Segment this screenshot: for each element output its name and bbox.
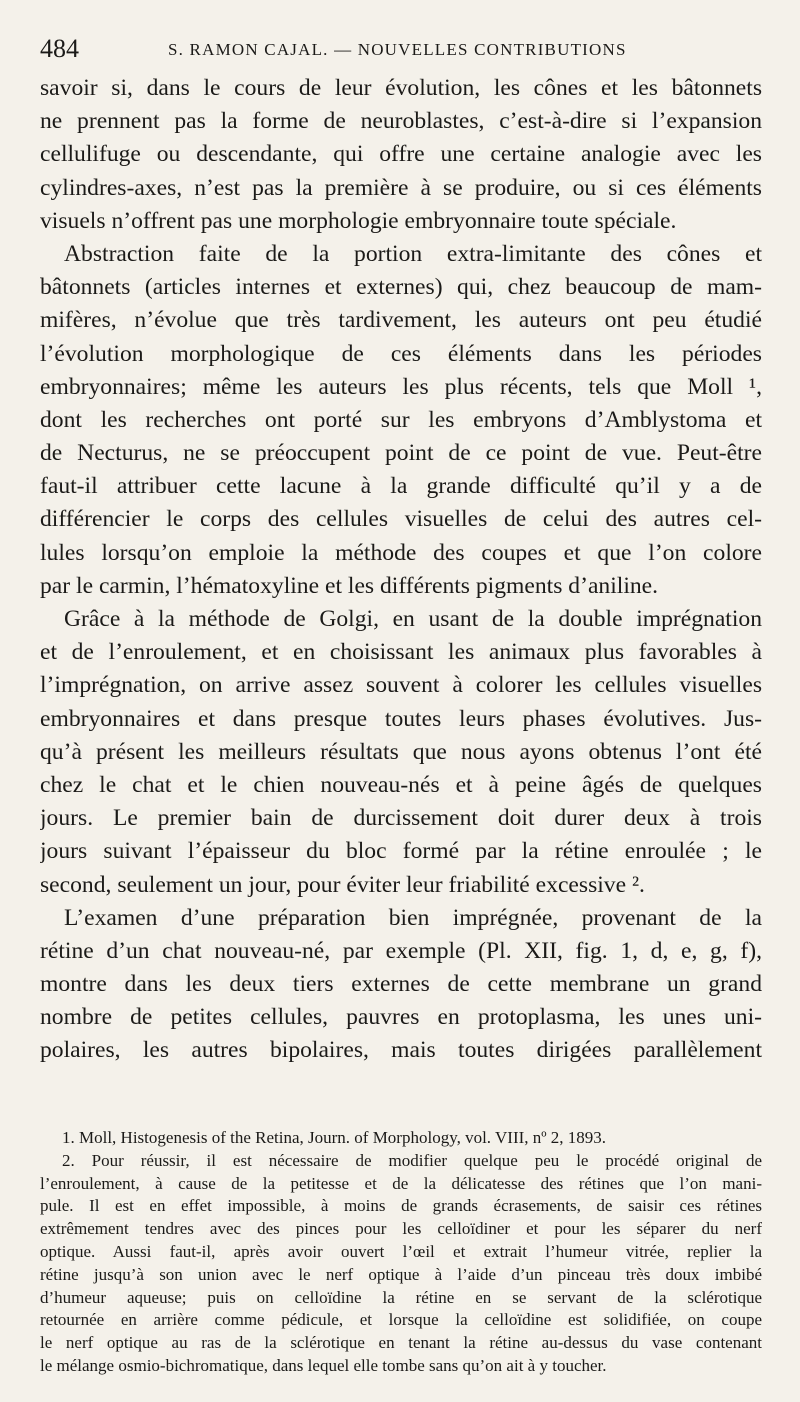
body-line: et de l’enroulement, et en choisissant les animaux plus favorables à [40,639,762,666]
footnotes [40,1127,762,1378]
body-line: bâtonnets (articles internes et externes) qui, chez beaucoup de mam- [40,274,762,301]
body-line: nombre de petites cellules, pauvres en protoplasma, les unes uni- [40,1004,762,1031]
paragraph-start-line: L’examen d’une préparation bien imprégnée, provenant de la [64,904,762,931]
body-line: différencier le corps des cellules visuelles de celui des autres cel- [40,506,762,533]
page-number: 484 [40,34,79,63]
footnote-line: le mélange osmio-bichromatique, dans lequel elle tombe sans qu’on ait à y toucher. [40,1355,607,1375]
paragraph-start-line: Abstraction faite de la portion extra-limitante des cônes et [64,240,762,267]
body-line: l’imprégnation, on arrive assez souvent à colorer les cellules visuelles [40,672,762,699]
page-header [40,30,762,70]
body-line: montre dans les deux tiers externes de cette membrane un grand [40,971,762,998]
body-line: rétine d’un chat nouveau-né, par exemple (Pl. XII, fig. 1, d, e, g, f), [40,937,762,964]
body-line: jours. Le premier bain de durcissement doit durer deux à trois [40,805,762,832]
body-line: cylindres-axes, n’est pas la première à se produire, ou si ces éléments [40,174,762,201]
footnote-line: retournée en arrière comme pédicule, et lorsque la celloïdine est solidifiée, on coupe [40,1310,762,1330]
body-line: cellulifuge ou descendante, qui offre une certaine analogie avec les [40,141,762,168]
footnote-1: 1. Moll, Histogenesis of the Retina, Journ. of Morphology, vol. VIII, nº 2, 1893. [62,1128,607,1147]
footnote-line: extrêmement tendres avec des pinces pour les celloïdiner et pour les séparer du nerf [40,1219,762,1239]
body-line: ne prennent pas la forme de neuroblastes, c’est-à-dire si l’expansion [40,108,762,135]
body-line: dont les recherches ont porté sur les embryons d’Amblystoma et [40,406,762,433]
body-line: mifères, n’évolue que très tardivement, les auteurs ont peu étudié [40,307,762,334]
body-line: polaires, les autres bipolaires, mais toutes dirigées parallèlement [40,1037,762,1064]
body-line: qu’à présent les meilleurs résultats que nous ayons obtenus l’ont été [40,738,762,765]
body-line: embryonnaires; même les auteurs les plus récents, tels que Moll ¹, [40,373,762,400]
body-line: jours suivant l’épaisseur du bloc formé par la rétine enroulée ; le [40,838,762,865]
body-line: visuels n’offrent pas une morphologie embryonnaire toute spéciale. [40,207,677,234]
footnote-line: l’enroulement, à cause de la petitesse et de la délicatesse des rétines que l’on mani- [40,1173,762,1193]
body-line: faut-il attribuer cette lacune à la grande difficulté qu’il y a de [40,473,762,500]
body-line: second, seulement un jour, pour éviter leur friabilité excessive ². [40,871,645,898]
body-line: l’évolution morphologique de ces éléments dans les périodes [40,340,762,367]
body-line: chez le chat et le chien nouveau-nés et à peine âgés de quelques [40,771,762,798]
body-line: savoir si, dans le cours de leur évolution, les cônes et les bâtonnets [40,75,762,101]
body-line: de Necturus, ne se préoccupent point de ce point de vue. Peut-être [40,440,762,467]
footnote-line: rétine jusqu’à son union avec le nerf optique à l’aide d’un pinceau très doux imbibé [40,1264,762,1284]
body-line: embryonnaires et dans presque toutes leurs phases évolutives. Jus- [40,705,762,732]
footnote-2-start: 2. Pour réussir, il est nécessaire de modifier quelque peu le procédé original de [62,1150,762,1170]
paragraph-start-line: Grâce à la méthode de Golgi, en usant de la double imprégnation [64,606,762,632]
footnote-line: optique. Aussi faut-il, après avoir ouvert l’œil et extrait l’humeur vitrée, replier la [40,1241,762,1261]
footnote-line: pule. Il est en effet impossible, à moins de grands écrasements, de saisir ces rétines [40,1196,762,1216]
footnote-line: d’humeur aqueuse; puis on celloïdine la rétine en se servant de la sclérotique [40,1287,762,1307]
body-line: par le carmin, l’hématoxyline et les différents pigments d’aniline. [40,572,659,599]
running-title: S. RAMON CAJAL. — NOUVELLES CONTRIBUTIONS [168,40,627,59]
body-line: lules lorsqu’on emploie la méthode des coupes et que l’on colore [40,539,762,566]
body-text [40,72,762,1068]
footnote-line: le nerf optique au ras de la sclérotique en tenant la rétine au-dessus du vase contenant [40,1333,762,1353]
